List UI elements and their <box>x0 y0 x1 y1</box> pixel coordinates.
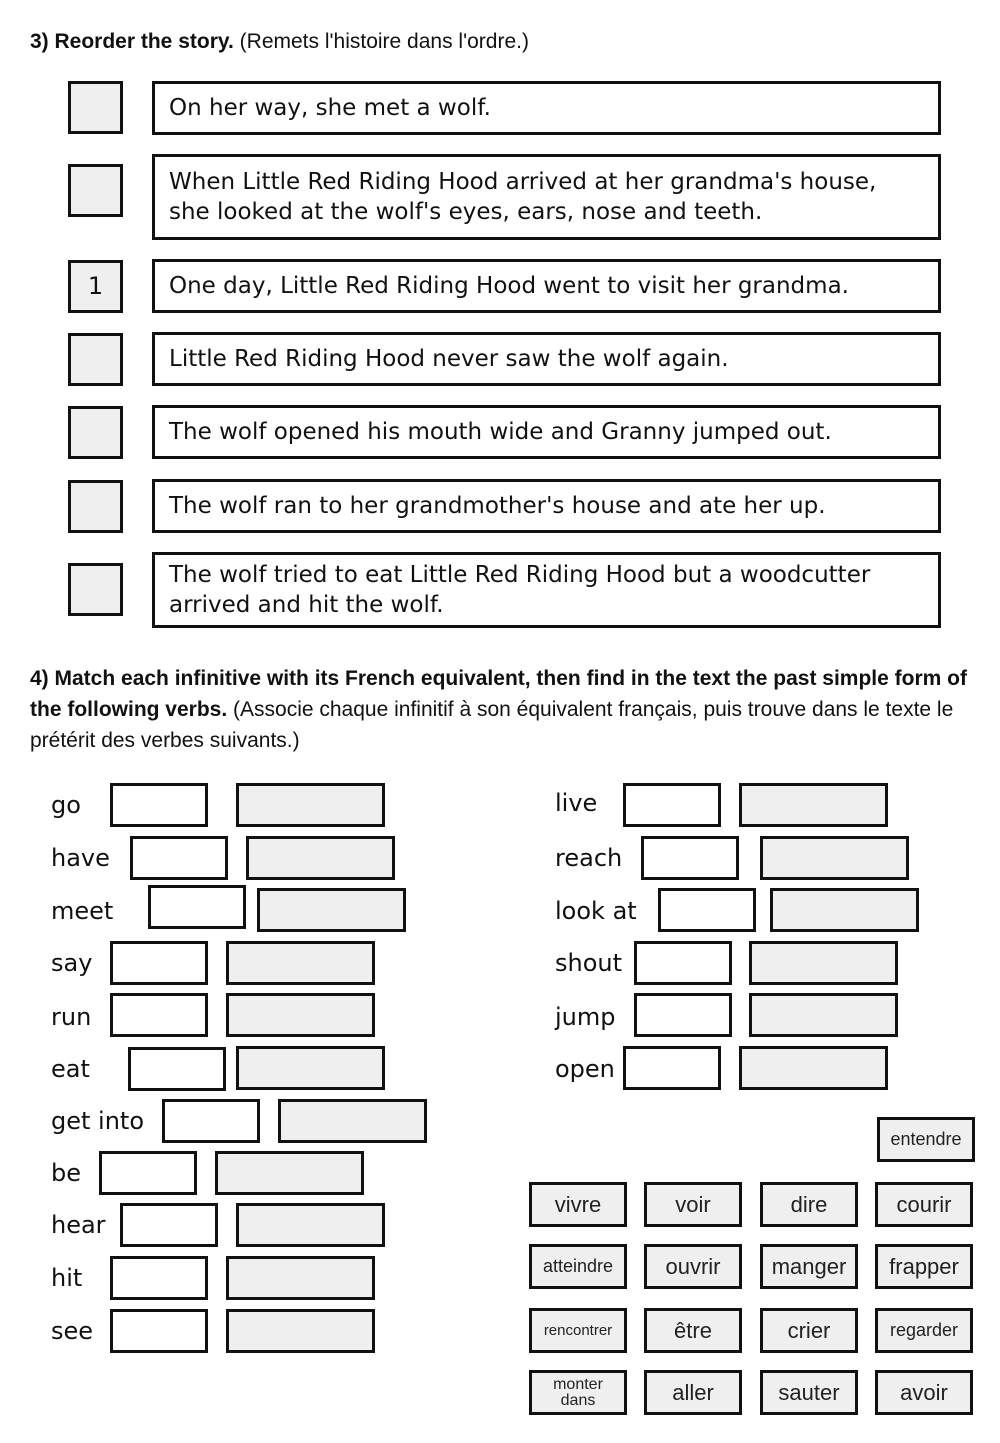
verb-label-say: say <box>51 949 93 977</box>
word-chip-etre[interactable]: être <box>644 1308 742 1353</box>
french-answer-box-hit[interactable] <box>110 1256 208 1300</box>
section-4-heading <box>30 663 975 756</box>
story-sentence-1: On her way, she met a wolf. <box>152 81 941 135</box>
order-number-box-3[interactable]: 1 <box>68 260 123 313</box>
past-simple-box-be[interactable] <box>215 1151 364 1195</box>
verb-label-go: go <box>51 791 81 819</box>
past-simple-box-run[interactable] <box>226 993 375 1037</box>
past-simple-box-shout[interactable] <box>749 941 898 985</box>
french-answer-box-run[interactable] <box>110 993 208 1037</box>
word-chip-voir[interactable]: voir <box>644 1182 742 1227</box>
verb-label-jump: jump <box>555 1003 616 1031</box>
order-number-box-5[interactable] <box>68 406 123 459</box>
order-number-box-7[interactable] <box>68 563 123 616</box>
french-answer-box-hear[interactable] <box>120 1203 218 1247</box>
french-answer-box-have[interactable] <box>130 836 228 880</box>
verb-label-have: have <box>51 844 110 872</box>
past-simple-box-get-into[interactable] <box>278 1099 427 1143</box>
word-chip-crier[interactable]: crier <box>760 1308 858 1353</box>
word-chip-regarder[interactable]: regarder <box>875 1308 973 1353</box>
section-3-heading <box>30 26 970 57</box>
french-answer-box-say[interactable] <box>110 941 208 985</box>
verb-label-be: be <box>51 1159 81 1187</box>
word-chip-aller[interactable]: aller <box>644 1370 742 1415</box>
story-sentence-5: The wolf opened his mouth wide and Granny jumped out. <box>152 405 941 459</box>
order-number-box-2[interactable] <box>68 164 123 217</box>
word-chip-avoir[interactable]: avoir <box>875 1370 973 1415</box>
verb-label-look-at: look at <box>555 897 637 925</box>
french-answer-box-live[interactable] <box>623 783 721 827</box>
french-answer-box-jump[interactable] <box>634 993 732 1037</box>
past-simple-box-hit[interactable] <box>226 1256 375 1300</box>
word-chip-sauter[interactable]: sauter <box>760 1370 858 1415</box>
french-answer-box-be[interactable] <box>99 1151 197 1195</box>
past-simple-box-hear[interactable] <box>236 1203 385 1247</box>
past-simple-box-jump[interactable] <box>749 993 898 1037</box>
word-chip-courir[interactable]: courir <box>875 1182 973 1227</box>
section-3-title-translation: (Remets l'histoire dans l'ordre.) <box>233 30 529 53</box>
order-number-box-6[interactable] <box>68 480 123 533</box>
word-chip-rencontrer[interactable]: rencontrer <box>529 1308 627 1353</box>
verb-label-run: run <box>51 1003 92 1031</box>
word-chip-vivre[interactable]: vivre <box>529 1182 627 1227</box>
story-sentence-3: One day, Little Red Riding Hood went to visit her grandma. <box>152 259 941 313</box>
verb-label-get-into: get into <box>51 1107 145 1135</box>
section-4-title-translation: (Associe chaque infinitif à son équivalent français, puis trouve dans le texte le prétérit des verbes suivants.) <box>30 698 954 752</box>
word-chip-monter-dans[interactable]: monter dans <box>529 1370 627 1415</box>
french-answer-box-eat[interactable] <box>128 1047 226 1091</box>
section-4-title-bold: 4) Match each infinitive with its French equivalent, then find in the text the past simple form of the following verbs. <box>30 667 967 721</box>
order-number-box-4[interactable] <box>68 333 123 386</box>
past-simple-box-reach[interactable] <box>760 836 909 880</box>
verb-label-eat: eat <box>51 1055 90 1083</box>
verb-label-see: see <box>51 1317 94 1345</box>
french-answer-box-see[interactable] <box>110 1309 208 1353</box>
past-simple-box-have[interactable] <box>246 836 395 880</box>
verb-label-live: live <box>555 789 598 817</box>
verb-label-open: open <box>555 1055 615 1083</box>
past-simple-box-meet[interactable] <box>257 888 406 932</box>
word-chip-atteindre[interactable]: atteindre <box>529 1244 627 1289</box>
story-sentence-2: When Little Red Riding Hood arrived at her grandma's house, she looked at the wolf's eyes, ears, nose and teeth. <box>152 154 941 240</box>
verb-label-shout: shout <box>555 949 623 977</box>
french-answer-box-go[interactable] <box>110 783 208 827</box>
word-chip-manger[interactable]: manger <box>760 1244 858 1289</box>
french-answer-box-shout[interactable] <box>634 941 732 985</box>
verb-label-hear: hear <box>51 1211 106 1239</box>
french-answer-box-reach[interactable] <box>641 836 739 880</box>
past-simple-box-look-at[interactable] <box>770 888 919 932</box>
story-sentence-7: The wolf tried to eat Little Red Riding Hood but a woodcutter arrived and hit the wolf. <box>152 552 941 628</box>
french-answer-box-get-into[interactable] <box>162 1099 260 1143</box>
past-simple-box-eat[interactable] <box>236 1046 385 1090</box>
story-sentence-4: Little Red Riding Hood never saw the wolf again. <box>152 332 941 386</box>
french-answer-box-look-at[interactable] <box>658 888 756 932</box>
verb-label-meet: meet <box>51 897 114 925</box>
story-sentence-6: The wolf ran to her grandmother's house and ate her up. <box>152 479 941 533</box>
section-3-title-bold: 3) Reorder the story. <box>30 30 234 53</box>
past-simple-box-go[interactable] <box>236 783 385 827</box>
past-simple-box-say[interactable] <box>226 941 375 985</box>
past-simple-box-live[interactable] <box>739 783 888 827</box>
verb-label-reach: reach <box>555 844 623 872</box>
word-chip-frapper[interactable]: frapper <box>875 1244 973 1289</box>
french-answer-box-open[interactable] <box>623 1046 721 1090</box>
word-chip-dire[interactable]: dire <box>760 1182 858 1227</box>
past-simple-box-see[interactable] <box>226 1309 375 1353</box>
word-chip-ouvrir[interactable]: ouvrir <box>644 1244 742 1289</box>
order-number-box-1[interactable] <box>68 81 123 134</box>
word-chip-entendre[interactable]: entendre <box>877 1117 975 1162</box>
past-simple-box-open[interactable] <box>739 1046 888 1090</box>
verb-label-hit: hit <box>51 1264 83 1292</box>
french-answer-box-meet[interactable] <box>148 885 246 929</box>
